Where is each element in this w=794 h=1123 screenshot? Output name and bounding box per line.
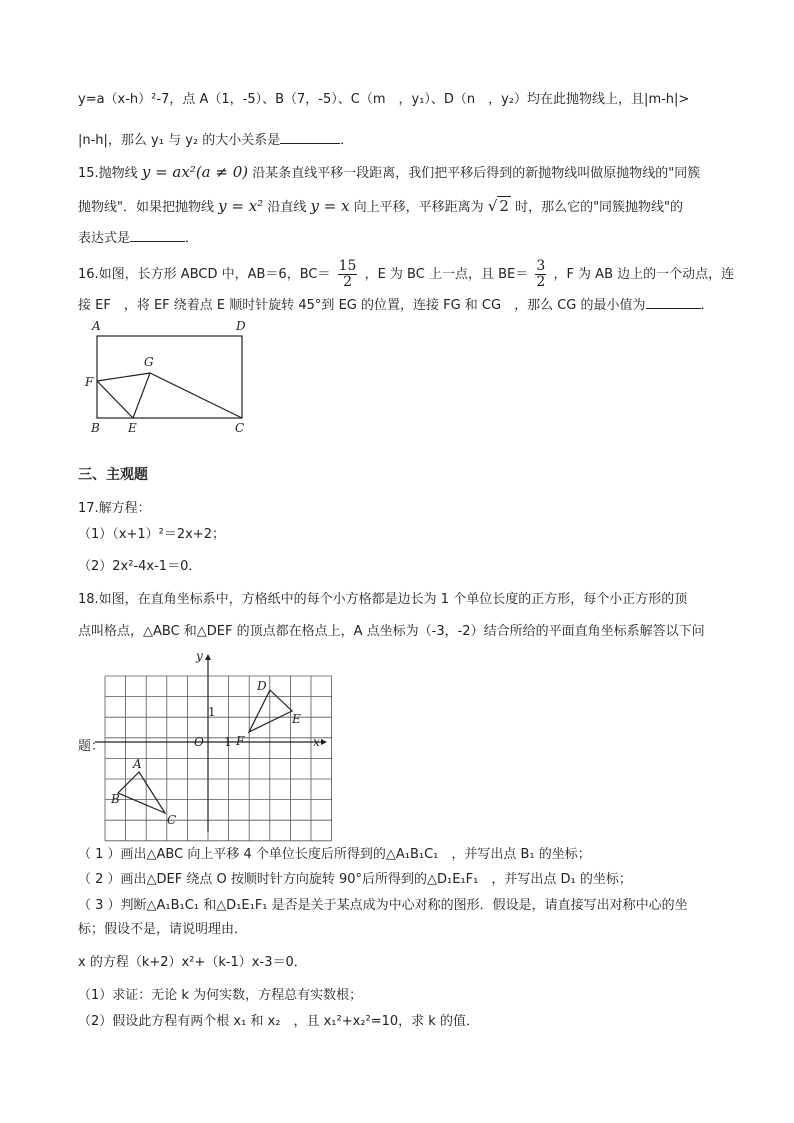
label-e: E	[292, 712, 301, 726]
q16-text-c: ，F 为 AB 边上的一个动点，连	[553, 267, 735, 282]
q16-text-a: 16.如图，长方形 ABCD 中，AB＝6，BC＝	[78, 267, 331, 282]
q14-line-1: y=a（x-h）²-7，点 A（1，-5）、B（7，-5）、C（m ，y₁）、D（n ，y₂）均在此抛物线上，且|m-h|>	[78, 92, 690, 107]
q15-text-g: 表达式是	[78, 231, 131, 246]
rectangle-figure	[80, 318, 260, 463]
coordinate-grid	[95, 649, 330, 834]
q18-part-3-line-1: （ 3 ）判断△A₁B₁C₁ 和△D₁E₁F₁ 是否是关于某点成为中心对称的图形．假设是，请直接写出对称中心的坐	[78, 898, 688, 913]
label-x: x	[313, 735, 320, 749]
label-c: C	[235, 421, 245, 435]
label-f: F	[236, 734, 245, 748]
q17-part-2: （2）2x²-4x-1＝0．	[78, 559, 202, 574]
label-f: F	[85, 375, 94, 389]
q19-part-1: （1）求证：无论 k 为何实数，方程总有实数根；	[78, 988, 363, 1003]
q19-intro: x 的方程（k+2）x²+（k-1）x-3＝0．	[78, 955, 307, 970]
fraction-bc	[338, 259, 358, 290]
label-a: A	[92, 319, 101, 333]
q15-text-c: 抛物线"．如果把抛物线	[78, 200, 214, 215]
q15-end: ．	[185, 231, 199, 246]
label-b: B	[91, 421, 100, 435]
x-axis-arrow	[321, 739, 327, 745]
segment-gc	[150, 373, 242, 418]
q14-end: ．	[340, 133, 354, 148]
q15-text-a: 15.抛物线	[78, 166, 138, 181]
q16-line-2	[78, 296, 714, 316]
q18-line-2: 点叫格点，△ABC 和△DEF 的顶点都在格点上，A 点坐标为（-3，-2）结合所给的平面直角坐标系解答以下问	[78, 624, 705, 639]
q16-text-d: 接 EF ，将 EF 绕着点 E 顺时针旋转 45°到 EG 的位置，连接 FG 和 CG ，那么 CG 的最小值为	[78, 298, 646, 313]
label-origin: O	[194, 735, 204, 749]
q18-line-1: 18.如图，在直角坐标系中，方格纸中的每个小方格都是边长为 1 个单位长度的正方形，每个小正方形的顶	[78, 592, 688, 607]
y-axis-arrow	[205, 654, 211, 660]
q16-line-1	[78, 258, 734, 292]
label-c: C	[167, 813, 177, 827]
label-d: D	[236, 319, 246, 333]
fraction-numerator: 3	[536, 258, 546, 274]
fraction-denominator: 2	[343, 274, 352, 290]
q18-part-2: （ 2 ）画出△DEF 绕点 O 按顺时针方向旋转 90°后所得到的△D₁E₁F₁ ，并写出点 D₁ 的坐标；	[78, 872, 632, 887]
q14-text: |n-h|，那么 y₁ 与 y₂ 的大小关系是	[78, 133, 281, 148]
q15-line-1	[78, 162, 700, 184]
label-a: A	[133, 757, 142, 771]
q19-part-2: （2）假设此方程有两个根 x₁ 和 x₂ ，且 x₁²+x₂²=10，求 k 的值．	[78, 1014, 479, 1029]
q15-expr-parabola: y = ax²(a ≠ 0)	[141, 163, 249, 181]
q15-text-d: 沿直线	[267, 200, 307, 215]
label-b: B	[111, 792, 120, 806]
label-g: G	[144, 355, 154, 369]
fraction-denominator: 2	[536, 274, 546, 290]
q15-text-b: 沿某条直线平移一段距离，我们把平移后得到的新抛物线叫做原抛物线的"同簇	[252, 166, 701, 181]
fraction-be	[535, 259, 546, 290]
q18-part-3-line-2: 标；假设不是，请说明理由．	[78, 922, 248, 937]
q15-expr-line: y = x	[310, 197, 350, 215]
q16-text-b: ，E 为 BC 上一点，且 BE＝	[364, 267, 529, 282]
q17-title: 17.解方程：	[78, 501, 151, 516]
q15-line-3	[78, 229, 198, 249]
q15-text-e: 向上平移，平移距离为	[353, 200, 484, 215]
q16-end: ．	[700, 298, 714, 313]
answer-blank	[280, 131, 340, 144]
sqrt-radicand: 2	[499, 197, 509, 215]
q18-line-3: 题：	[78, 739, 105, 754]
sqrt-two: √ 2	[487, 197, 509, 215]
q14-line-2	[78, 131, 353, 151]
label-y: y	[196, 649, 203, 663]
q17-part-1: （1）（x+1）²＝2x+2；	[78, 527, 225, 542]
section-heading: 三、主观题	[78, 467, 148, 483]
label-unit-y: 1	[208, 705, 216, 719]
fraction-numerator: 15	[338, 258, 357, 274]
triangle-efg	[97, 373, 150, 418]
label-unit-x: 1	[224, 735, 232, 749]
triangle-abc	[118, 772, 165, 813]
label-e: E	[128, 421, 137, 435]
answer-blank	[130, 229, 185, 242]
answer-blank	[646, 296, 701, 309]
q15-text-f: 时，那么它的"同簇抛物线"的	[515, 200, 684, 215]
q15-expr-x2: y = x²	[218, 197, 264, 215]
label-d: D	[257, 679, 267, 693]
q15-line-2	[78, 196, 683, 218]
rectangle-abcd	[97, 336, 242, 418]
q18-part-1: （ 1 ）画出△ABC 向上平移 4 个单位长度后所得到的△A₁B₁C₁ ，并写出点 B₁ 的坐标；	[78, 847, 591, 862]
